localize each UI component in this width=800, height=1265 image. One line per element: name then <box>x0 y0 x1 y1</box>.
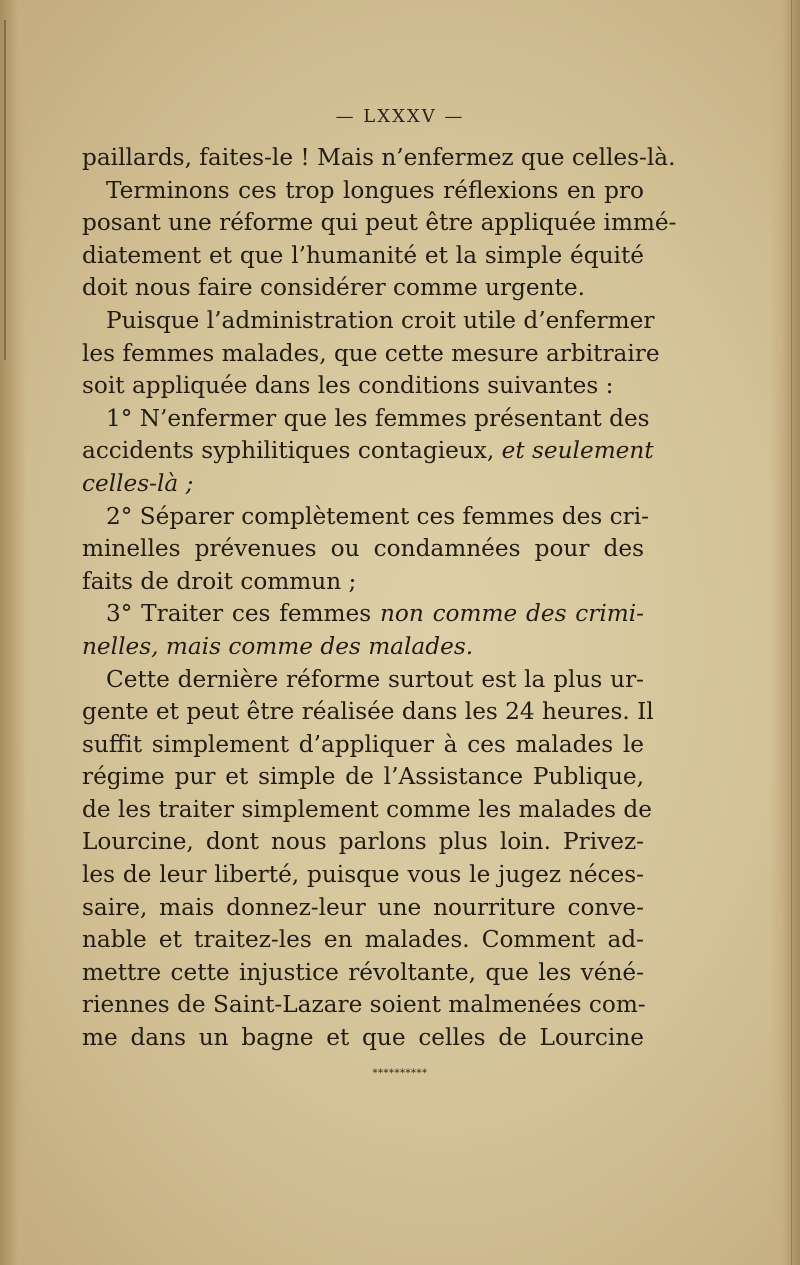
text-line: posant une réforme qui peut être appliquée immé- <box>82 209 677 237</box>
text-line: Terminons ces trop longues réflexions en pro <box>106 176 644 204</box>
page-left-binding-line <box>4 20 6 360</box>
page-number: — LXXXV — <box>335 106 465 127</box>
text-line: diatement et que l’humanité et la simple équité <box>82 241 644 269</box>
text-line: me dans un bagne et que celles de Lourcine <box>82 1024 644 1052</box>
text-line: suffit simplement d’appliquer à ces malades le <box>82 730 644 758</box>
text-segment: accidents syphilitiques contagieux, <box>82 437 495 465</box>
text-line: Cette dernière réforme surtout est la plus ur- <box>106 665 644 693</box>
text-line: gente et peut être réalisée dans les 24 heures. Il <box>82 698 654 726</box>
text-line: doit nous faire considérer comme urgente. <box>82 274 585 302</box>
text-line: nable et traitez-les en malades. Comment ad- <box>82 926 644 954</box>
text-line: les de leur liberté, puisque vous le jugez néces- <box>82 861 644 889</box>
body-text <box>82 142 677 1055</box>
text-line: saire, mais donnez-leur une nourriture conve- <box>82 893 644 921</box>
text-line: les femmes malades, que cette mesure arbitraire <box>82 339 660 367</box>
text-segment: 3° Traiter ces femmes <box>106 600 372 628</box>
text-line: 1° N’enfermer que les femmes présentant des <box>106 404 650 432</box>
text-line: Lourcine, dont nous parlons plus loin. Privez- <box>82 828 644 856</box>
text-line: 2° Séparer complètement ces femmes des cri- <box>106 502 649 530</box>
text-line: régime pur et simple de l’Assistance Publique, <box>82 763 644 791</box>
signature-mark: ********** <box>372 1068 428 1079</box>
text-line: mettre cette injustice révoltante, que les véné- <box>82 958 644 986</box>
text-line-mixed <box>82 435 654 468</box>
italic-segment: nelles, mais comme des malades. <box>82 632 474 660</box>
text-line: paillards, faites-le ! Mais n’enfermez que celles-là. <box>82 144 676 171</box>
text-line: de les traiter simplement comme les malades de <box>82 795 652 823</box>
text-line-italic <box>82 468 644 501</box>
italic-segment: celles-là ; <box>82 469 194 497</box>
text-line: riennes de Saint-Lazare soient malmenées com- <box>82 991 646 1019</box>
italic-segment: et seulement <box>501 437 654 465</box>
text-line-italic <box>82 631 644 664</box>
text-line-mixed <box>82 598 644 631</box>
text-line: Puisque l’administration croit utile d’enfermer <box>106 306 655 334</box>
italic-segment: non comme des crimi- <box>379 600 644 628</box>
text-line: faits de droit commun ; <box>82 567 357 595</box>
text-line: soit appliquée dans les conditions suivantes : <box>82 372 614 400</box>
text-line: minelles prévenues ou condamnées pour des <box>82 535 644 563</box>
